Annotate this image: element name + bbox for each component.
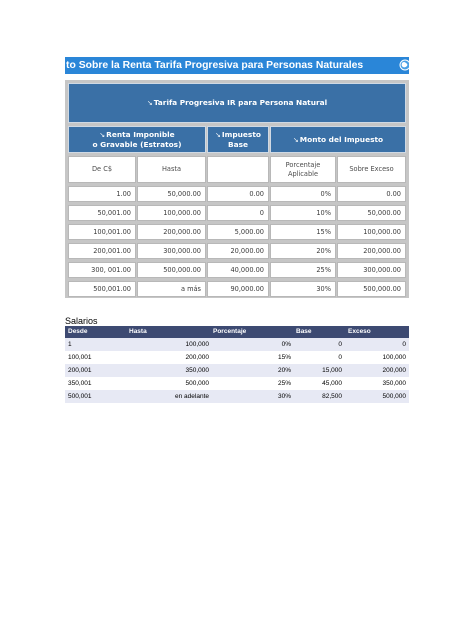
tax-cell-sobre-exceso: 200,000.00 xyxy=(337,243,406,259)
title-bar xyxy=(65,57,409,74)
tax-cell-sobre-exceso: 500,000.00 xyxy=(337,281,406,297)
tax-cell-impuesto-base: 5,000.00 xyxy=(207,224,269,240)
salarios-cell-porcentaje: 15% xyxy=(277,354,291,361)
salarios-table xyxy=(65,326,409,403)
salarios-cell-base: 0 xyxy=(338,354,342,361)
tax-cell-sobre-exceso: 300,000.00 xyxy=(337,262,406,278)
tax-cell-de: 300, 001.00 xyxy=(68,262,136,278)
col-header-renta: ↘Renta Imponible o Gravable (Estratos) xyxy=(68,126,206,153)
tax-cell-de: 200,001.00 xyxy=(68,243,136,259)
header-porcentaje: Porcentaje xyxy=(213,328,247,335)
tax-cell-hasta: 50,000.00 xyxy=(137,186,206,202)
table-row xyxy=(65,377,409,390)
salarios-cell-porcentaje: 20% xyxy=(277,367,291,374)
tax-cell-porcentaje: 20% xyxy=(270,243,336,259)
col-header-impuesto: ↘Impuesto Base xyxy=(207,126,269,153)
table-row xyxy=(65,390,409,403)
tax-cell-sobre-exceso: 0.00 xyxy=(337,186,406,202)
salarios-cell-hasta: en adelante xyxy=(175,393,209,400)
tax-cell-impuesto-base: 20,000.00 xyxy=(207,243,269,259)
salarios-cell-exceso: 100,000 xyxy=(382,354,406,361)
sub-header-exceso: Sobre Exceso xyxy=(337,156,406,183)
tax-cell-sobre-exceso: 100,000.00 xyxy=(337,224,406,240)
tax-cell-de: 50,001.00 xyxy=(68,205,136,221)
salarios-cell-desde: 100,001 xyxy=(68,354,92,361)
table-row xyxy=(65,338,409,351)
salarios-cell-base: 15,000 xyxy=(322,367,342,374)
salarios-cell-hasta: 500,000 xyxy=(185,380,209,387)
tax-cell-hasta: 100,000.00 xyxy=(137,205,206,221)
salarios-cell-desde: 500,001 xyxy=(68,393,92,400)
salarios-cell-base: 45,000 xyxy=(322,380,342,387)
tax-cell-impuesto-base: 0 xyxy=(207,205,269,221)
page-title: to Sobre la Renta Tarifa Progresiva para Personas Naturales xyxy=(66,60,364,71)
salarios-cell-hasta: 350,000 xyxy=(185,367,209,374)
globe-icon xyxy=(399,59,409,71)
salarios-cell-exceso: 0 xyxy=(402,341,406,348)
tax-cell-porcentaje: 15% xyxy=(270,224,336,240)
salarios-header-row xyxy=(65,326,409,338)
main-header: ↘ Tarifa Progresiva IR para Persona Natural xyxy=(68,83,406,123)
tax-cell-porcentaje: 0% xyxy=(270,186,336,202)
salarios-label: Salarios xyxy=(65,316,98,326)
sub-header-de: De C$ xyxy=(68,156,136,183)
salarios-cell-exceso: 350,000 xyxy=(382,380,406,387)
salarios-cell-desde: 200,001 xyxy=(68,367,92,374)
tax-cell-porcentaje: 30% xyxy=(270,281,336,297)
header-desde: Desde xyxy=(68,328,88,335)
salarios-cell-hasta: 100,000 xyxy=(185,341,209,348)
salarios-cell-exceso: 200,000 xyxy=(382,367,406,374)
tax-cell-porcentaje: 10% xyxy=(270,205,336,221)
table-row xyxy=(65,364,409,377)
salarios-cell-porcentaje: 25% xyxy=(277,380,291,387)
arrow-icon: ↘ xyxy=(99,130,106,139)
salarios-cell-base: 0 xyxy=(338,341,342,348)
salarios-cell-porcentaje: 30% xyxy=(277,393,291,400)
header-exceso: Exceso xyxy=(348,328,371,335)
header-base: Base xyxy=(296,328,312,335)
tax-cell-impuesto-base: 40,000.00 xyxy=(207,262,269,278)
salarios-cell-porcentaje: 0% xyxy=(281,341,291,348)
col-header-monto: ↘ Monto del Impuesto xyxy=(270,126,406,153)
arrow-icon: ↘ xyxy=(292,135,299,144)
arrow-icon: ↘ xyxy=(215,130,221,139)
salarios-cell-hasta: 200,000 xyxy=(185,354,209,361)
sub-header-blank xyxy=(207,156,269,183)
salarios-cell-base: 82,500 xyxy=(322,393,342,400)
tax-cell-hasta: 300,000.00 xyxy=(137,243,206,259)
tax-cell-sobre-exceso: 50,000.00 xyxy=(337,205,406,221)
salarios-cell-exceso: 500,000 xyxy=(382,393,406,400)
tax-cell-impuesto-base: 90,000.00 xyxy=(207,281,269,297)
tax-cell-hasta: 200,000.00 xyxy=(137,224,206,240)
arrow-icon: ↘ xyxy=(146,99,153,107)
tax-cell-hasta: 500,000.00 xyxy=(137,262,206,278)
salarios-cell-desde: 350,001 xyxy=(68,380,92,387)
sub-header-porcentaje: Porcentaje Aplicable xyxy=(270,156,336,183)
tax-table-panel xyxy=(65,80,409,298)
table-row xyxy=(65,351,409,364)
tax-cell-de: 500,001.00 xyxy=(68,281,136,297)
tax-cell-de: 1.00 xyxy=(68,186,136,202)
tax-cell-impuesto-base: 0.00 xyxy=(207,186,269,202)
header-hasta: Hasta xyxy=(129,328,147,335)
salarios-rows xyxy=(65,338,409,403)
sub-header-hasta: Hasta xyxy=(137,156,206,183)
tax-cell-de: 100,001.00 xyxy=(68,224,136,240)
tax-cell-hasta: a más xyxy=(137,281,206,297)
salarios-cell-desde: 1 xyxy=(68,341,72,348)
tax-cell-porcentaje: 25% xyxy=(270,262,336,278)
